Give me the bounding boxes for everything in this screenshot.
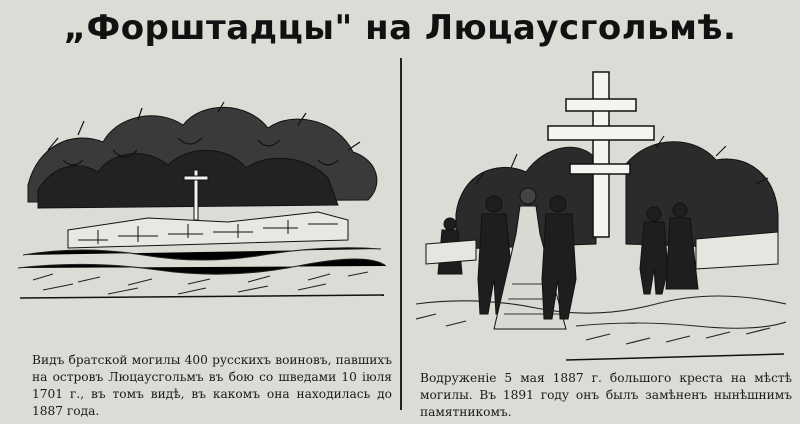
cross-illustration bbox=[416, 64, 786, 364]
grave-illustration bbox=[18, 90, 386, 300]
page-headline: „Форштадцы" на Люцаусгольмѣ. bbox=[63, 8, 737, 48]
left-caption: Видъ братской могилы 400 русскихъ воиновъ, павшихъ на островъ Люцаусгольмъ въ бою со шведами 10 іюля 1701 г., въ томъ видѣ, въ какомъ она находилась до 1887 года. bbox=[32, 353, 392, 418]
column-divider bbox=[400, 58, 402, 410]
right-caption: Водруженіе 5 мая 1887 г. большого креста на мѣстѣ могилы. Въ 1891 году онъ былъ замѣненъ нынѣшнимъ памятникомъ. bbox=[420, 371, 792, 419]
